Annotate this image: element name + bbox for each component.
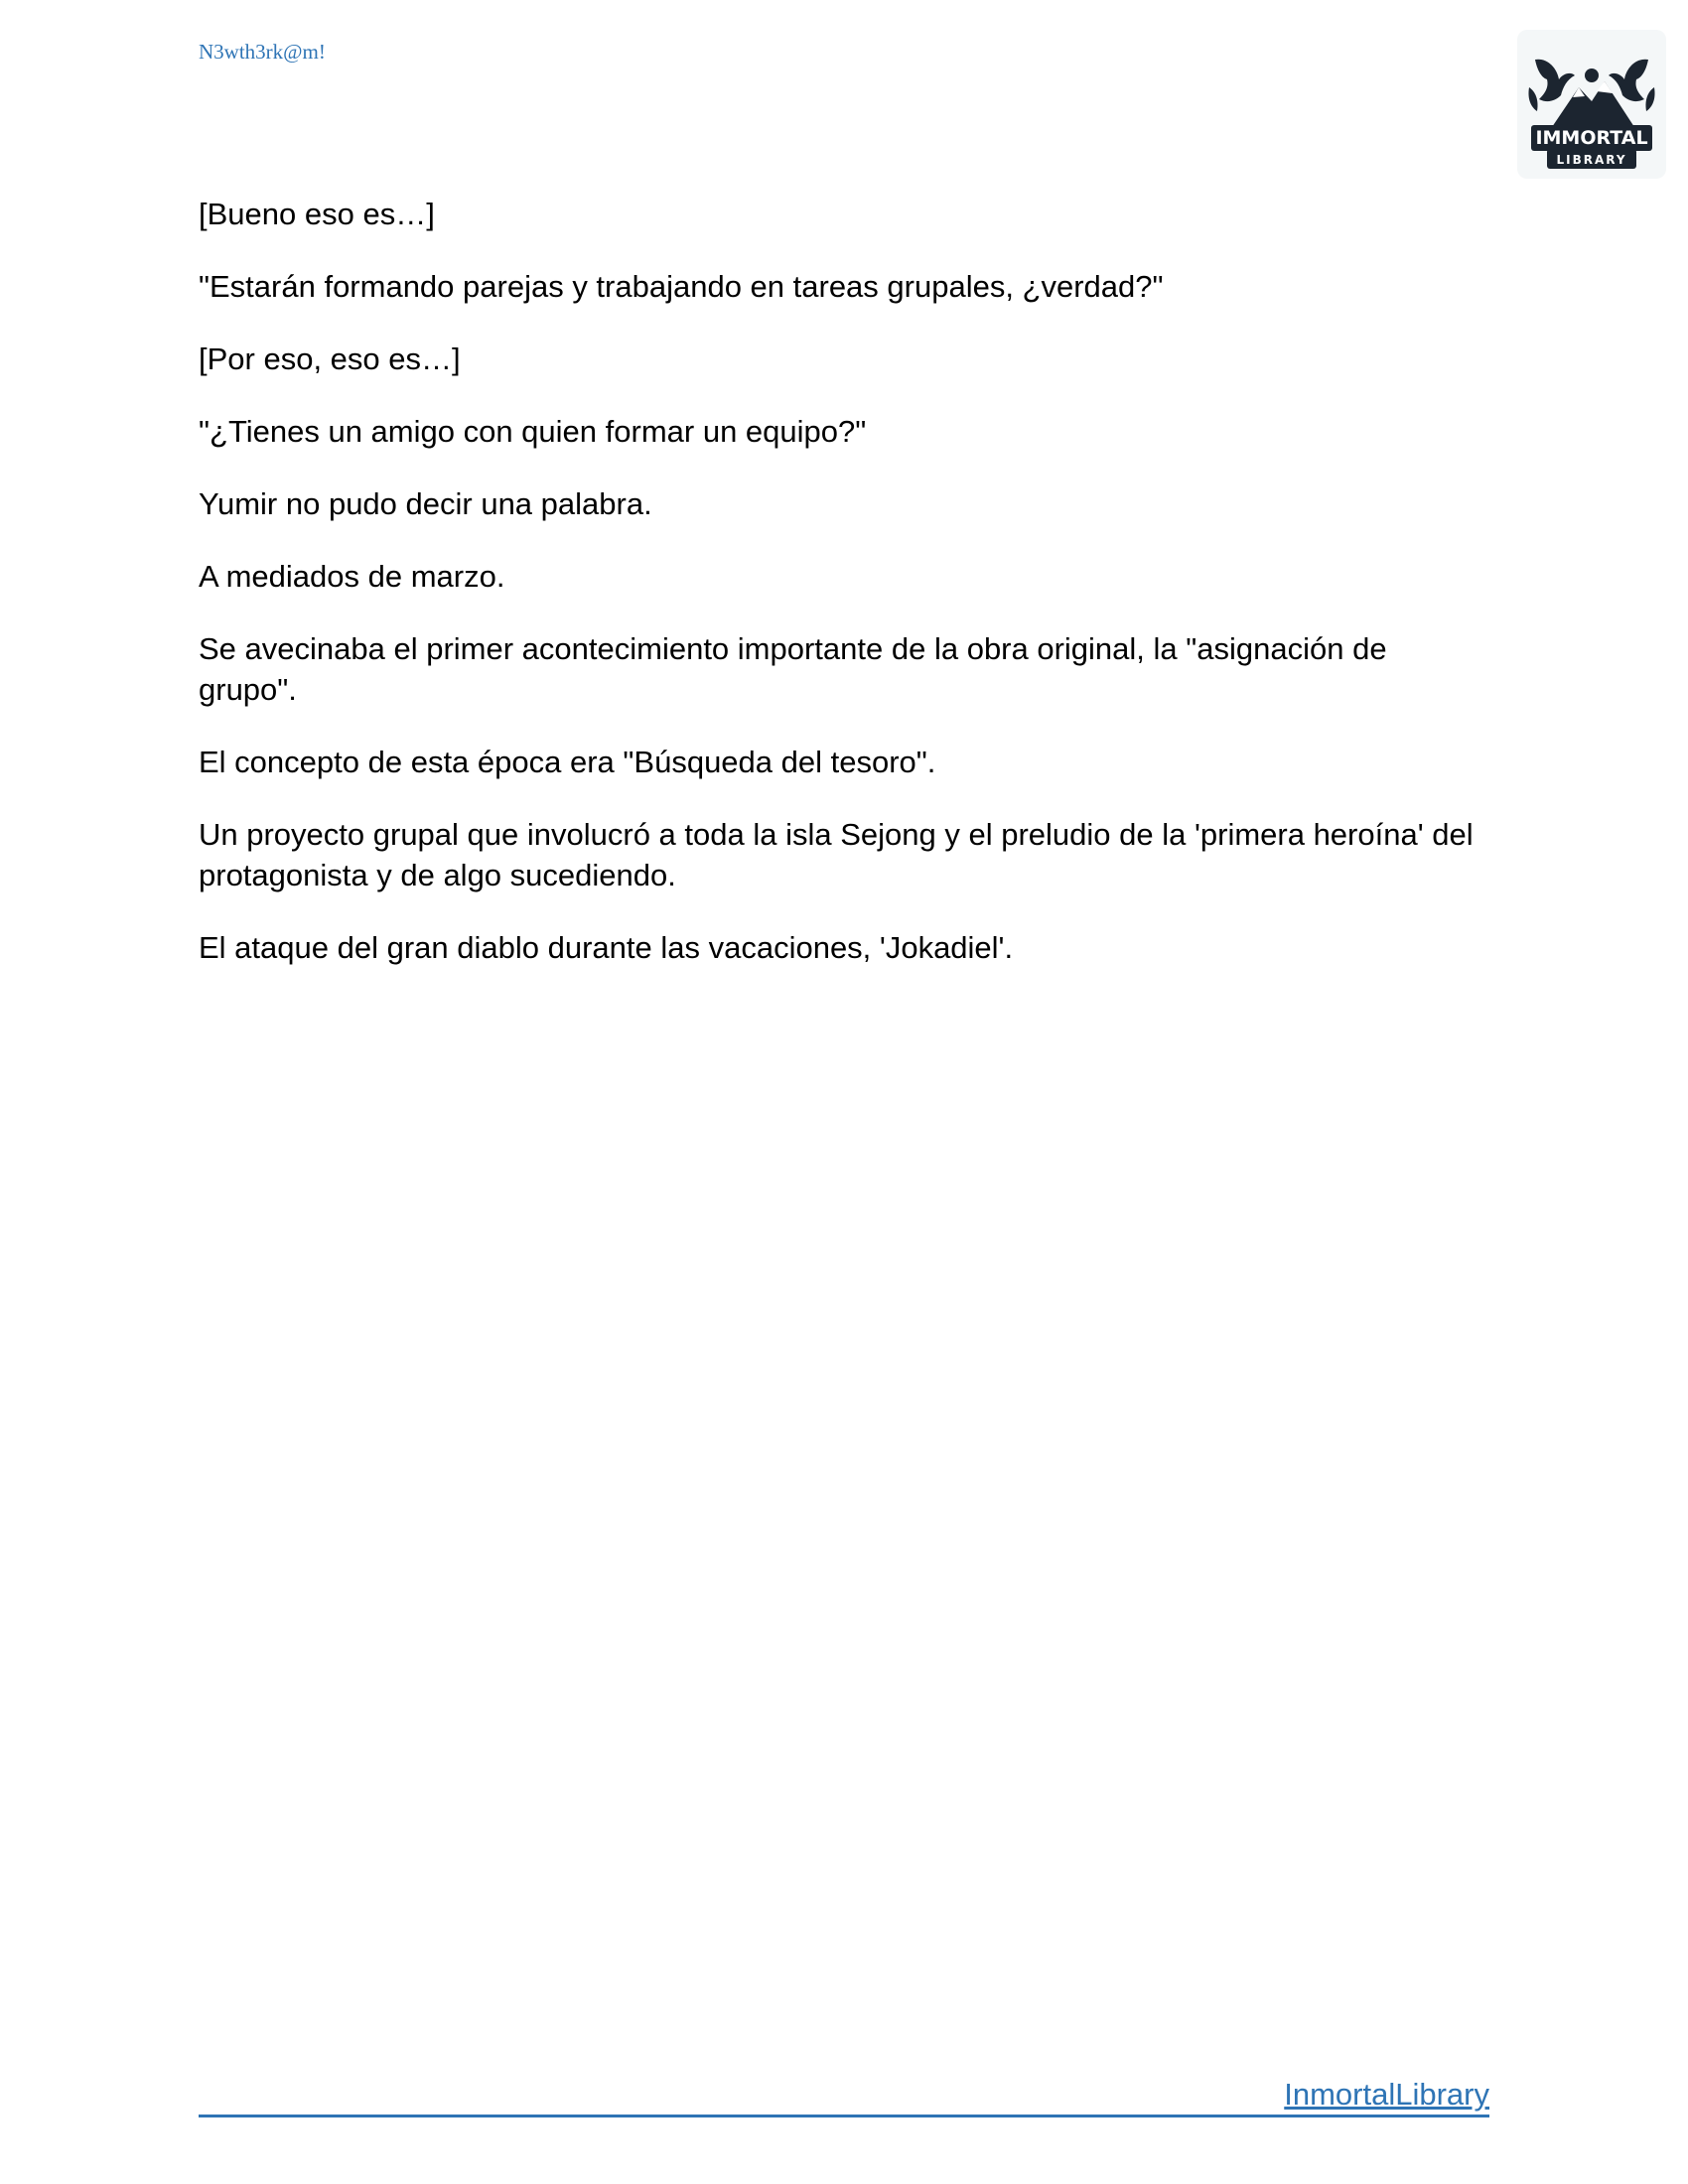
paragraph: "¿Tienes un amigo con quien formar un equipo?" [199, 414, 867, 449]
footer-divider [199, 2115, 1489, 2117]
document-body [199, 194, 1489, 1000]
immortal-library-logo-icon [1517, 30, 1666, 179]
paragraph: Yumir no pudo decir una palabra. [199, 486, 652, 521]
logo-text-line1: IMMORTAL [1535, 127, 1648, 149]
paragraph: El ataque del gran diablo durante las vacaciones, 'Jokadiel'. [199, 930, 1014, 965]
immortal-library-logo [1517, 30, 1666, 179]
paragraph: El concepto de esta época era "Búsqueda del tesoro". [199, 745, 936, 779]
paragraph: Un proyecto grupal que involucró a toda la isla Sejong y el preludio de la 'primera heroína' del protagonista y de algo sucediendo. [199, 817, 1474, 892]
logo-text-line2: LIBRARY [1556, 153, 1627, 167]
header-text: N3wth3rk@m! [199, 40, 326, 64]
footer-link[interactable]: InmortalLibrary [1284, 2077, 1489, 2112]
paragraph: "Estarán formando parejas y trabajando en tareas grupales, ¿verdad?" [199, 269, 1164, 304]
paragraph: A mediados de marzo. [199, 559, 505, 594]
paragraph: [Por eso, eso es…] [199, 341, 461, 376]
paragraph: Se avecinaba el primer acontecimiento importante de la obra original, la "asignación de grupo". [199, 631, 1387, 707]
paragraph: [Bueno eso es…] [199, 197, 435, 231]
